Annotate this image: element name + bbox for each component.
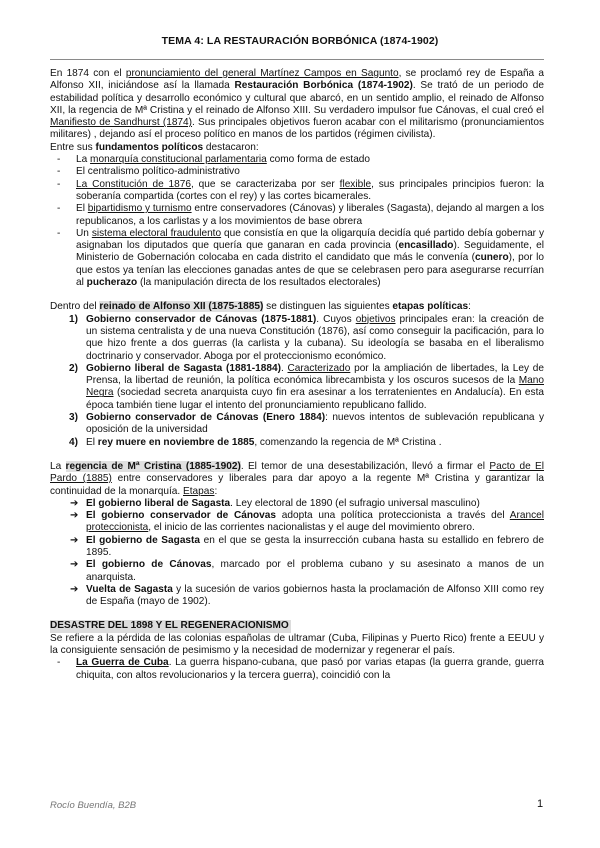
- alfonso-stages-list: [50, 314, 544, 449]
- document-body: [50, 68, 544, 682]
- desastre-paragraph: Se refiere a la pérdida de las colonias españolas de ultramar (Cuba, Filipinas y Puerto Rico) frente a EEUU y la consiguiente sensación de pesimismo y la necesidad de modernizar y regenerar el país.: [50, 632, 544, 657]
- arrow-right-icon: ➔: [70, 497, 79, 509]
- list-item: ➔ El gobierno de Sagasta en el que se gesta la insurrección cubana hasta su estallido en febrero de 1895.: [70, 534, 545, 558]
- link-pronunciamiento: pronunciamiento del general Martínez Campos en Sagunto: [125, 68, 399, 79]
- list-item: 3) Gobierno conservador de Cánovas (Enero 1884): nuevos intentos de sublevación republicana y oposición de la universidad: [69, 412, 544, 436]
- list-item: - La monarquía constitucional parlamentaria como forma de estado: [50, 154, 544, 166]
- list-item: 1) Gobierno conservador de Cánovas (1875-1881). Cuyos objetivos principales eran: la creación de un sistema centralista y de una nueva Constitución (1876), así como conseguir la pacificación, para lo que hizo frente a dos guerras (la carlista y la cubana). Su ideología se basaba en el liberalismo doctrinario y conservador. Aboga por el proteccionismo económico.: [69, 313, 544, 362]
- regencia-stages-list: [50, 498, 544, 609]
- list-item: ➔ El gobierno liberal de Sagasta. Ley electoral de 1890 (el sufragio universal masculino): [70, 497, 480, 509]
- page-title: TEMA 4: LA RESTAURACIÓN BORBÓNICA (1874-1902): [161, 35, 439, 47]
- page-number: 1: [537, 798, 544, 810]
- arrow-right-icon: ➔: [70, 534, 79, 546]
- fundamentos-list: [50, 154, 544, 289]
- arrow-right-icon: ➔: [70, 559, 79, 571]
- list-item: - El centralismo político-administrativo: [50, 166, 544, 178]
- list-item: 2) Gobierno liberal de Sagasta (1881-1884). Caracterizado por la ampliación de libertades, la Ley de Prensa, la libertad de reunión, la política económica librecambista y los oscuros sucesos de la Mano Negra (sociedad secreta anarquista cuyo fin era asesinar a los terratenientes en Andalucía). En esta época también tiene lugar el intento del pronunciamiento republicano fallido.: [69, 362, 544, 411]
- list-item: ➔ El gobierno de Cánovas, marcado por el problema cubano y su asesinato a manos de un anarquista.: [70, 559, 544, 583]
- intro-paragraph: En 1874 con el pronunciamiento del general Martínez Campos en Sagunto, se proclamó rey de España a Alfonso XII, iniciándose así la llamada Restauración Borbónica (1874-1902). Se trató de un periodo de estabilidad política y desarrollo económico y cultural que abarcó, en un sentido amplio, el reinado de Alfonso XII, la regencia de Mª Cristina y el reinado de Alfonso XIII. Su verdadero impulsor fue Cánovas, el cual creó el Manifiesto de Sandhurst (1874). Sus principales objetivos fueron acabar con el militarismo (pronunciamientos militares) , dejando así el proceso político en manos de los partidos (régimen civilista).: [50, 68, 545, 141]
- link-manifiesto: Manifiesto de Sandhurst (1874): [50, 117, 193, 129]
- list-item: - La Guerra de Cuba. La guerra hispano-cubana, que pasó por varias etapas (la guerra grande, guerra chiquita, con altos revolucionarios y la tercera guerra), coincidió con la: [50, 657, 544, 682]
- arrow-right-icon: ➔: [70, 583, 79, 595]
- regencia-intro: La regencia de Mª Cristina (1885-1902). El temor de una desestabilización, llevó a firmar el Pacto de El Pardo (1885) entre conservadores y liberales para dar apoyo a la regente Mª Cristina y garantizar la continuidad de la monarquía. Etapas:: [50, 460, 544, 497]
- list-item: - La Constitución de 1876, que se caracterizaba por ser flexible, sus principales principios fueron: la soberanía compartida (cortes con el rey) y las cortes bicamerales.: [50, 179, 544, 204]
- list-item: ➔ Vuelta de Sagasta y la sucesión de varios gobiernos hasta la proclamación de Alfonso XIII como rey de España (mayo de 1902).: [70, 583, 544, 608]
- list-item: ➔ El gobierno conservador de Cánovas adopta una política proteccionista a través del Arancel proteccionista, el inicio de las corrientes nacionalistas y el auge del movimiento obrero.: [70, 510, 544, 534]
- arrow-right-icon: ➔: [70, 510, 79, 522]
- footer-author: Rocío Buendía, B2B: [50, 800, 137, 811]
- title-divider: [50, 59, 544, 60]
- alfonso-intro: Dentro del reinado de Alfonso XII (1875-1885) se distinguen las siguientes etapas políticas:: [50, 301, 471, 313]
- list-item: 4) El rey muere en noviembre de 1885, comenzando la regencia de Mª Cristina .: [69, 436, 442, 448]
- desastre-list: [50, 657, 544, 682]
- section-heading-desastre: DESASTRE DEL 1898 Y EL REGENERACIONISMO: [50, 620, 289, 632]
- fundamentos-intro: Entre sus fundamentos políticos destacaron:: [50, 141, 259, 153]
- list-item: - El bipartidismo y turnismo entre conservadores (Cánovas) y liberales (Sagasta), dejando al margen a los republicanos, a los carlistas y a los movimientos de base obrera: [50, 203, 544, 228]
- list-item: - Un sistema electoral fraudulento que consistía en que la oligarquía decidía qué partido debía gobernar y asignaban los diputados que quería que ganaran en cada provincia (encasillado). Seguidamente, el Ministerio de Gobernación colocaba en cada distrito el candidato que más le convenía (cunero), por lo que estos ya tenían las elecciones ganadas antes de que se celebrasen pero para asegurarse recurrían al pucherazo (la manipulación directa de los resultados electorales): [50, 228, 544, 289]
